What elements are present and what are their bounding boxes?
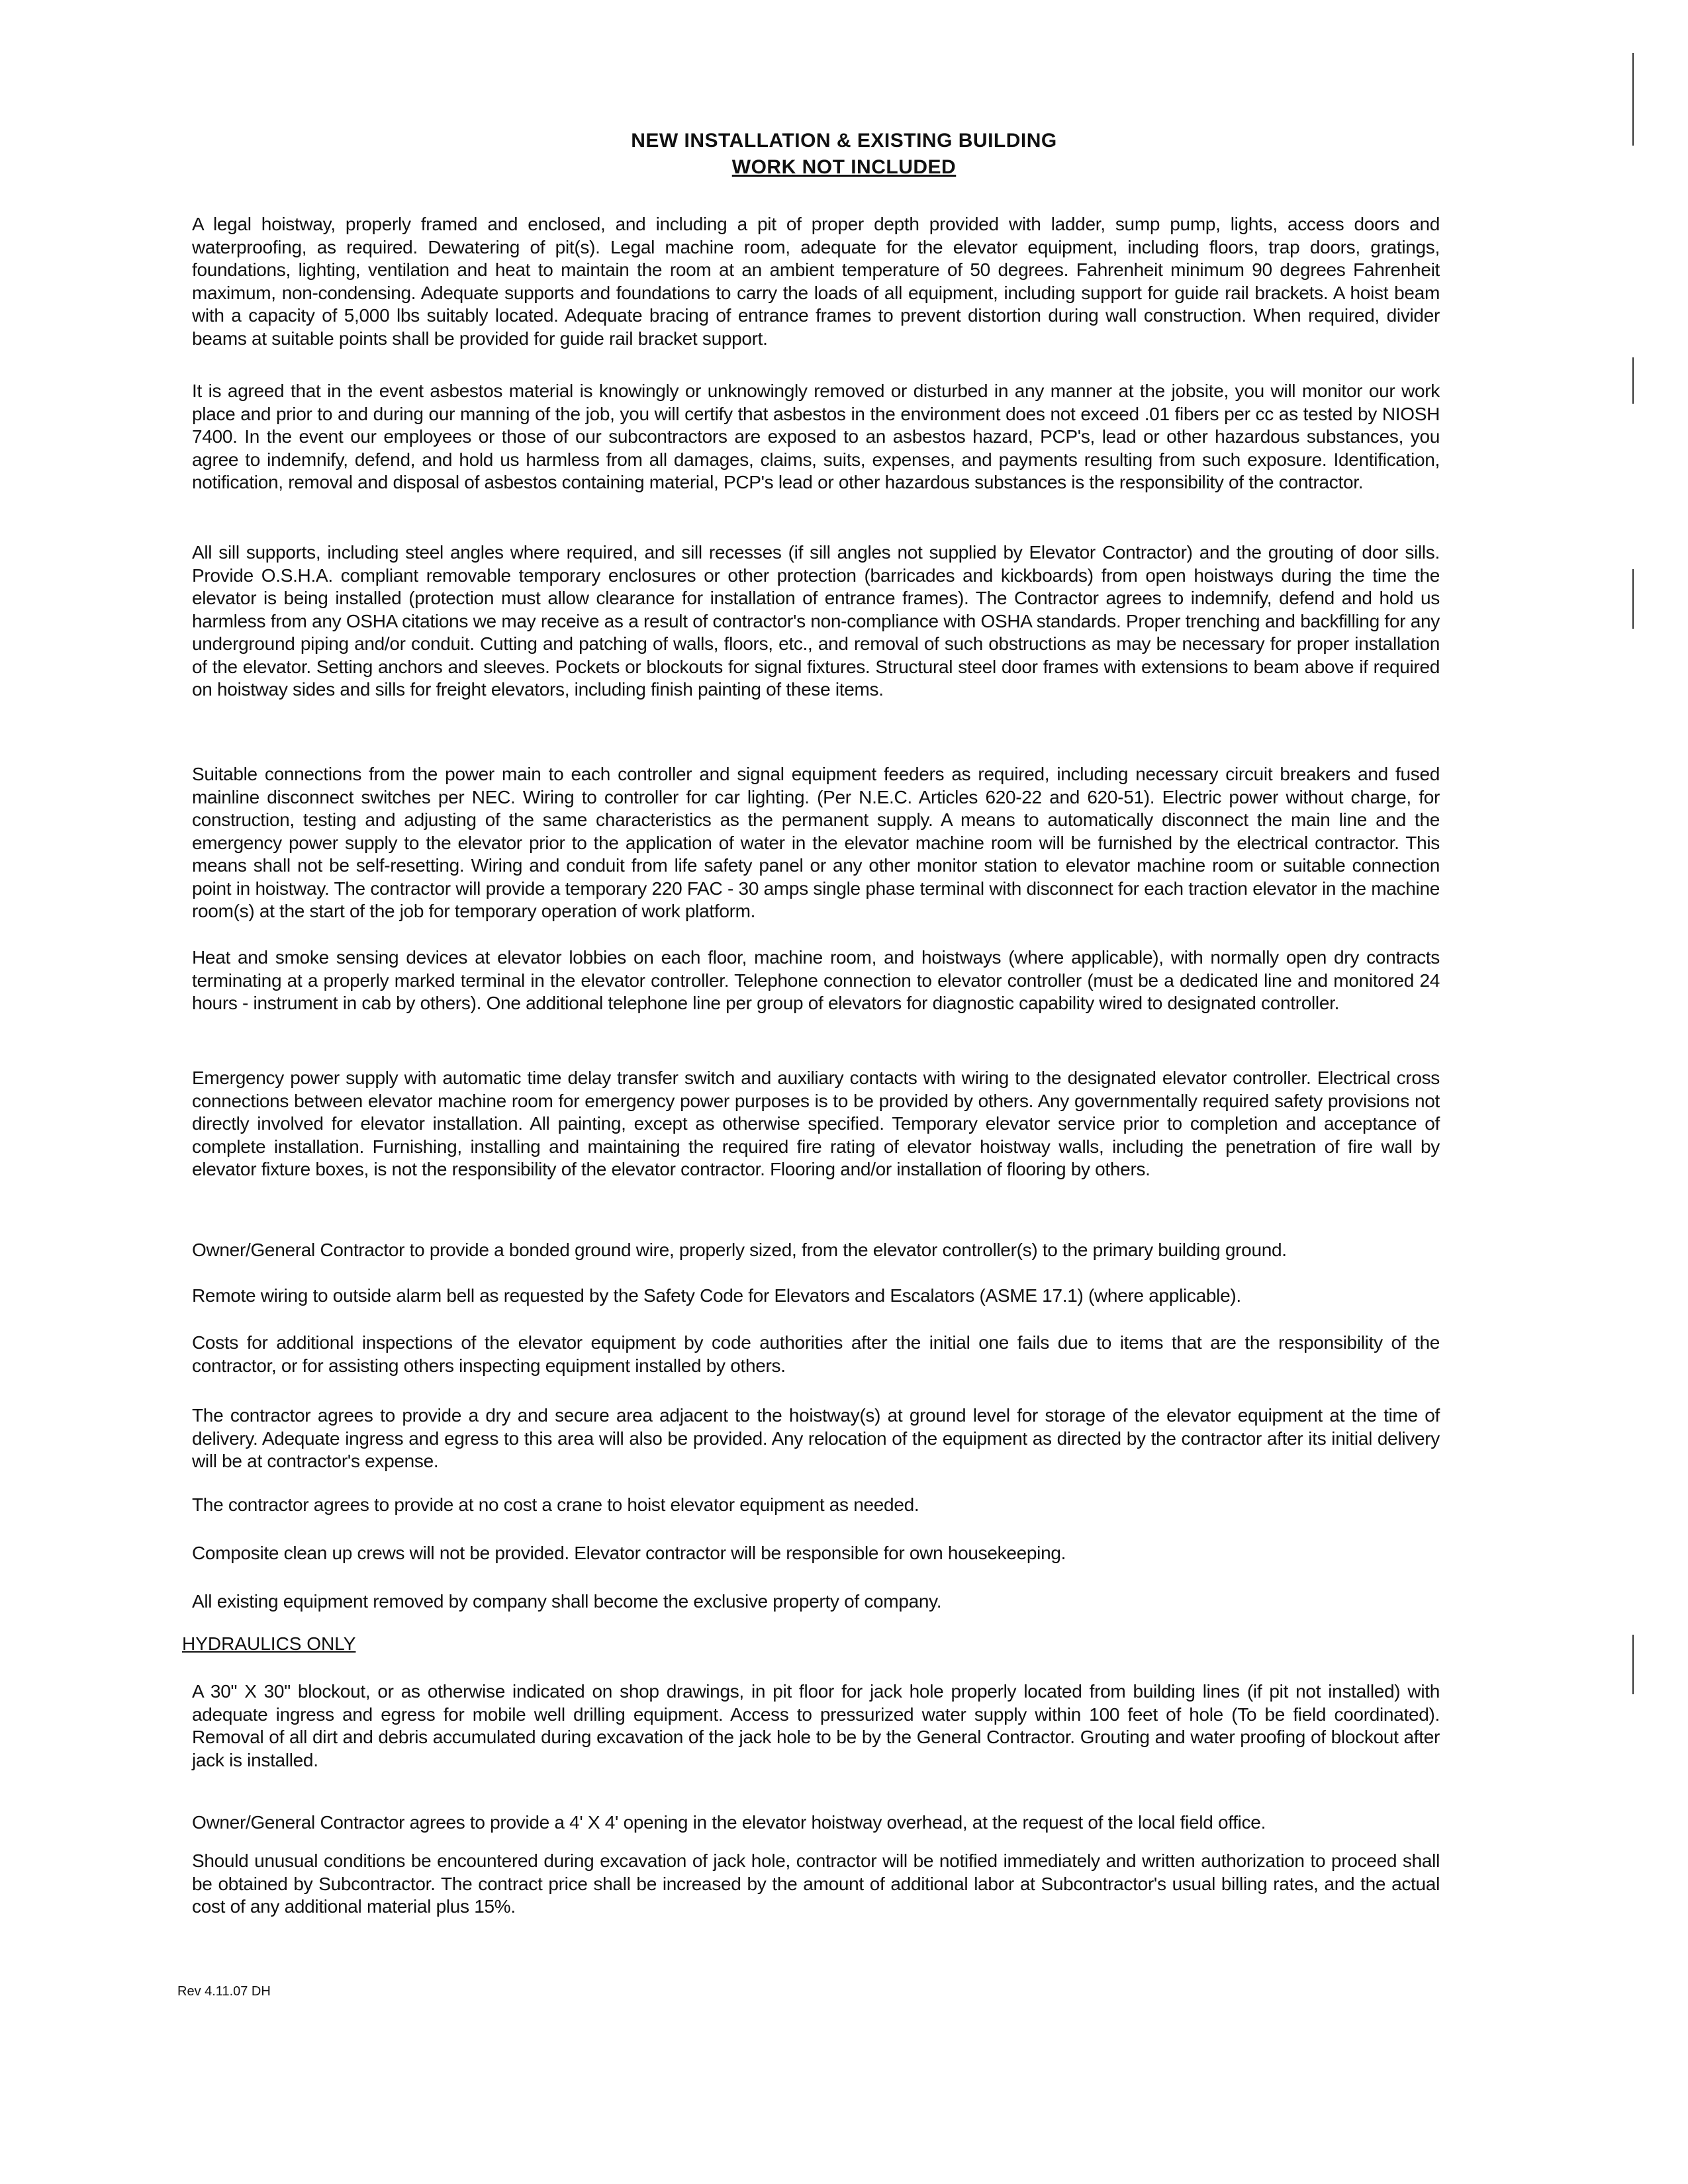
paragraph-sill-supports: All sill supports, including steel angles where required, and sill recesses (if sill angles not supplied by Elevator Contractor) and the grouting of door sills. Provide O.S.H.A. compliant removable temporary enclosures or other protection (barricades and kickboards) from open hoistways during the time the elevator is being installed (protection must allow clearance for installation of entrance frames). The Contractor agrees to indemnify, defend and hold us harmless from any OSHA citations we may receive as a result of contractor's non-compliance with OSHA standards. Proper trenching and backfilling for any underground piping and/or conduit. Cutting and patching of walls, floors, etc., and removal of such obstructions as may be necessary for proper installation of the elevator. Setting anchors and sleeves. Pockets or blockouts for signal fixtures. Structural steel door frames with extensions to beam above if required on hoistway sides and sills for freight elevators, including finish painting of these items.: [192, 542, 1440, 700]
document-title: NEW INSTALLATION & EXISTING BUILDING: [631, 130, 1057, 152]
paragraph-smoke-sensing: Heat and smoke sensing devices at elevator lobbies on each floor, machine room, and hoistways (where applicable), with normally open dry contracts terminating at a properly marked terminal in the elevator controller. Telephone connection to elevator controller (must be a dedicated line and monitored 24 hours - instrument in cab by others). One additional telephone line per group of elevators for diagnostic capability wired to designated controller.: [192, 947, 1440, 1013]
paragraph-overhead-opening: Owner/General Contractor agrees to provide a 4' X 4' opening in the elevator hoistway overhead, at the request of the local field office.: [192, 1812, 1266, 1833]
scan-edge-mark: [1632, 1635, 1634, 1694]
paragraph-power-connections: Suitable connections from the power main to each controller and signal equipment feeders as required, including necessary circuit breakers and fused mainline disconnect switches per NEC. Wiring to controller for car lighting. (Per N.E.C. Articles 620-22 and 620-51). Electric power without charge, for construction, testing and adjusting of the same characteristics as the permanent supply. A means to automatically disconnect the main line and the emergency power supply to the elevator prior to the application of water in the elevator machine room will be furnished by the electrical contractor. This means shall not be self-resetting. Wiring and conduit from life safety panel or any other monitor station to elevator machine room or suitable connection point in hoistway. The contractor will provide a temporary 220 FAC - 30 amps single phase terminal with disconnect for each traction elevator in the machine room(s) at the start of the job for temporary operation of work platform.: [192, 764, 1440, 921]
scan-edge-mark: [1632, 569, 1634, 629]
paragraph-alarm-bell: Remote wiring to outside alarm bell as requested by the Safety Code for Elevators and Escalators (ASME 17.1) (where applicable).: [192, 1285, 1241, 1306]
paragraph-ground-wire: Owner/General Contractor to provide a bonded ground wire, properly sized, from the elevator controller(s) to the primary building ground.: [192, 1240, 1287, 1260]
paragraph-emergency-power: Emergency power supply with automatic time delay transfer switch and auxiliary contacts with wiring to the designated elevator controller. Electrical cross connections between elevator machine room for emergency power purposes is to be provided by others. Any governmentally required safety provisions not directly involved for elevator installation. All painting, except as otherwise specified. Temporary elevator service prior to completion and acceptance of complete installation. Furnishing, installing and maintaining the required fire rating of elevator hoistway walls, including the penetration of fire wall by elevator fixture boxes, is not the responsibility of the elevator contractor. Flooring and/or installation of flooring by others.: [192, 1068, 1440, 1179]
paragraph-existing-equipment: All existing equipment removed by company shall become the exclusive property of company.: [192, 1591, 942, 1612]
revision-footer: Rev 4.11.07 DH: [177, 1984, 271, 1999]
paragraph-unusual-conditions: Should unusual conditions be encountered during excavation of jack hole, contractor will be notified immediately and written authorization to proceed shall be obtained by Subcontractor. The contract price shall be increased by the amount of additional labor at Subcontractor's usual billing rates, and the actual cost of any additional material plus 15%.: [192, 1850, 1440, 1917]
paragraph-crane: The contractor agrees to provide at no cost a crane to hoist elevator equipment as needed.: [192, 1494, 919, 1515]
hydraulics-heading: HYDRAULICS ONLY: [182, 1633, 356, 1654]
paragraph-blockout: A 30" X 30" blockout, or as otherwise indicated on shop drawings, in pit floor for jack hole properly located from building lines (if pit not installed) with adequate ingress and egress for mobile well drilling equipment. Access to pressurized water supply within 100 feet of hole (To be field coordinated). Removal of all dirt and debris accumulated during excavation of the jack hole to be by the General Contractor. Grouting and water proofing of blockout after jack is installed.: [192, 1681, 1440, 1770]
paragraph-asbestos: It is agreed that in the event asbestos material is knowingly or unknowingly removed or disturbed in any manner at the jobsite, you will monitor our work place and prior to and during our manning of the job, you will certify that asbestos in the environment does not exceed .01 fibers per cc as tested by NIOSH 7400. In the event our employees or those of our subcontractors are exposed to an asbestos hazard, PCP's, lead or other hazardous substances, you agree to indemnify, defend, and hold us harmless from all damages, claims, suits, expenses, and payments resulting from such exposure. Identification, notification, removal and disposal of asbestos containing material, PCP's lead or other hazardous substances is the responsibility of the contractor.: [192, 381, 1440, 492]
paragraph-hoistway: A legal hoistway, properly framed and enclosed, and including a pit of proper depth provided with ladder, sump pump, lights, access doors and waterproofing, as required. Dewatering of pit(s). Legal machine room, adequate for the elevator equipment, including floors, trap doors, gratings, foundations, lighting, ventilation and heat to maintain the room at an ambient temperature of 50 degrees. Fahrenheit minimum 90 degrees Fahrenheit maximum, non-condensing. Adequate supports and foundations to carry the loads of all equipment, including support for guide rail brackets. A hoist beam with a capacity of 5,000 lbs suitably located. Adequate bracing of entrance frames to prevent distortion during wall construction. When required, divider beams at suitable points shall be provided for guide rail bracket support.: [192, 214, 1440, 349]
paragraph-clean-up: Composite clean up crews will not be provided. Elevator contractor will be responsible for own housekeeping.: [192, 1543, 1066, 1563]
scan-edge-mark: [1632, 53, 1634, 146]
scan-edge-mark: [1632, 357, 1634, 404]
paragraph-storage-area: The contractor agrees to provide a dry and secure area adjacent to the hoistway(s) at ground level for storage of the elevator equipment at the time of delivery. Adequate ingress and egress to this area will also be provided. Any relocation of the equipment as directed by the contractor after its initial delivery will be at contractor's expense.: [192, 1405, 1440, 1471]
document-subtitle: WORK NOT INCLUDED: [731, 156, 957, 178]
paragraph-inspections: Costs for additional inspections of the elevator equipment by code authorities after the initial one fails due to items that are the responsibility of the contractor, or for assisting others inspecting equipment installed by others.: [192, 1332, 1440, 1376]
